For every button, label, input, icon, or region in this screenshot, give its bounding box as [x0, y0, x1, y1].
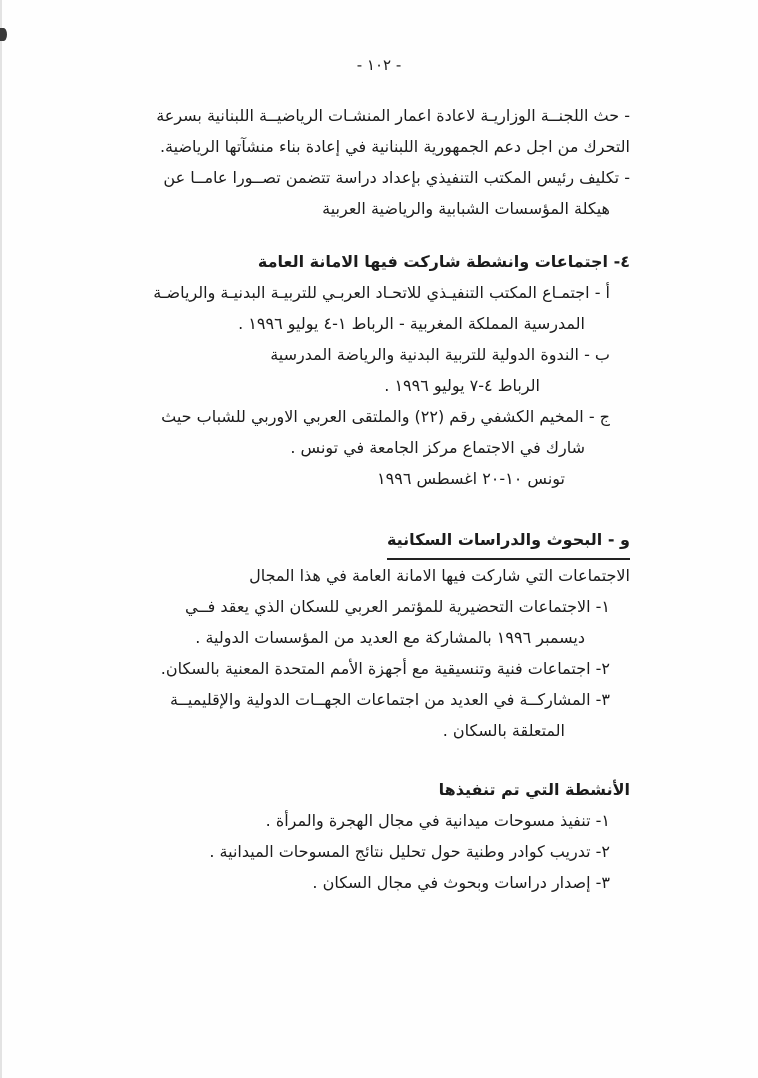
section-w-heading: و - البحوث والدراسات السكانية: [387, 524, 630, 560]
bullet-1-line-2: التحرك من اجل دعم الجمهورية اللبنانية في إعادة بناء منشآتها الرياضية.: [159, 137, 630, 156]
bullet-2-line-2: هيكلة المؤسسات الشبابية والرياضية العربية: [322, 199, 610, 218]
section-4-item-a-line-1: أ - اجتمـاع المكتب التنفيـذي للاتحـاد العربـي للتربيـة البدنيـة والرياضـة: [153, 283, 610, 302]
activities-item-1: ١- تنفيذ مسوحات ميدانية في مجال الهجرة والمرأة .: [265, 811, 610, 830]
section-w-heading-row: [128, 524, 630, 560]
section-w-item-2: ٢- اجتماعات فنية وتنسيقية مع أجهزة الأمم المتحدة المعنية بالسكان.: [160, 659, 610, 678]
scan-edge-artifact: [0, 0, 2, 1078]
document-content: [0, 100, 758, 898]
section-4-item-c-line-3: تونس ١٠-٢٠ اغسطس ١٩٩٦: [377, 469, 565, 488]
bullet-2-line-1: - تكليف رئيس المكتب التنفيذي بإعداد دراسة تتضمن تصــورا عامــا عن: [163, 168, 630, 187]
section-w-intro: الاجتماعات التي شاركت فيها الامانة العامة في هذا المجال: [249, 566, 630, 585]
section-4-item-b-line-2: الرباط ٤-٧ يوليو ١٩٩٦ .: [384, 376, 540, 395]
section-4-item-c-line-2: شارك في الاجتماع مركز الجامعة في تونس .: [290, 438, 585, 457]
section-w-item-1-line-2: ديسمبر ١٩٩٦ بالمشاركة مع العديد من المؤسسات الدولية .: [195, 628, 585, 647]
page-number: - ١٠٢ -: [356, 56, 402, 74]
section-4-item-a-line-2: المدرسية المملكة المغربية - الرباط ١-٤ يوليو ١٩٩٦ .: [238, 314, 585, 333]
activities-item-2: ٢- تدريب كوادر وطنية حول تحليل نتائج المسوحات الميدانية .: [209, 842, 610, 861]
section-w-item-3-line-1: ٣- المشاركــة في العديد من اجتماعات الجهــات الدولية والإقليميــة: [169, 690, 610, 709]
activities-heading: الأنشطة التي تم تنفيذها: [438, 780, 630, 799]
section-w-item-3-line-2: المتعلقة بالسكان .: [442, 721, 565, 740]
scan-spot-artifact: [0, 28, 7, 41]
section-4-heading: ٤- اجتماعات وانشطة شاركت فيها الامانة العامة: [257, 252, 630, 271]
bullet-1-line-1: - حث اللجنــة الوزاريـة لاعادة اعمار المنشـات الرياضيــة اللبنانية بسرعة: [156, 106, 630, 125]
section-w-item-1-line-1: ١- الاجتماعات التحضيرية للمؤتمر العربي للسكان الذي يعقد فــي: [184, 597, 610, 616]
activities-item-3: ٣- إصدار دراسات وبحوث في مجال السكان .: [312, 873, 610, 892]
section-4-item-c-line-1: ج - المخيم الكشفي رقم (٢٢) والملتقى العربي الاوربي للشباب حيث: [161, 407, 610, 426]
section-4-item-b-line-1: ب - الندوة الدولية للتربية البدنية والرياضة المدرسية: [270, 345, 610, 364]
